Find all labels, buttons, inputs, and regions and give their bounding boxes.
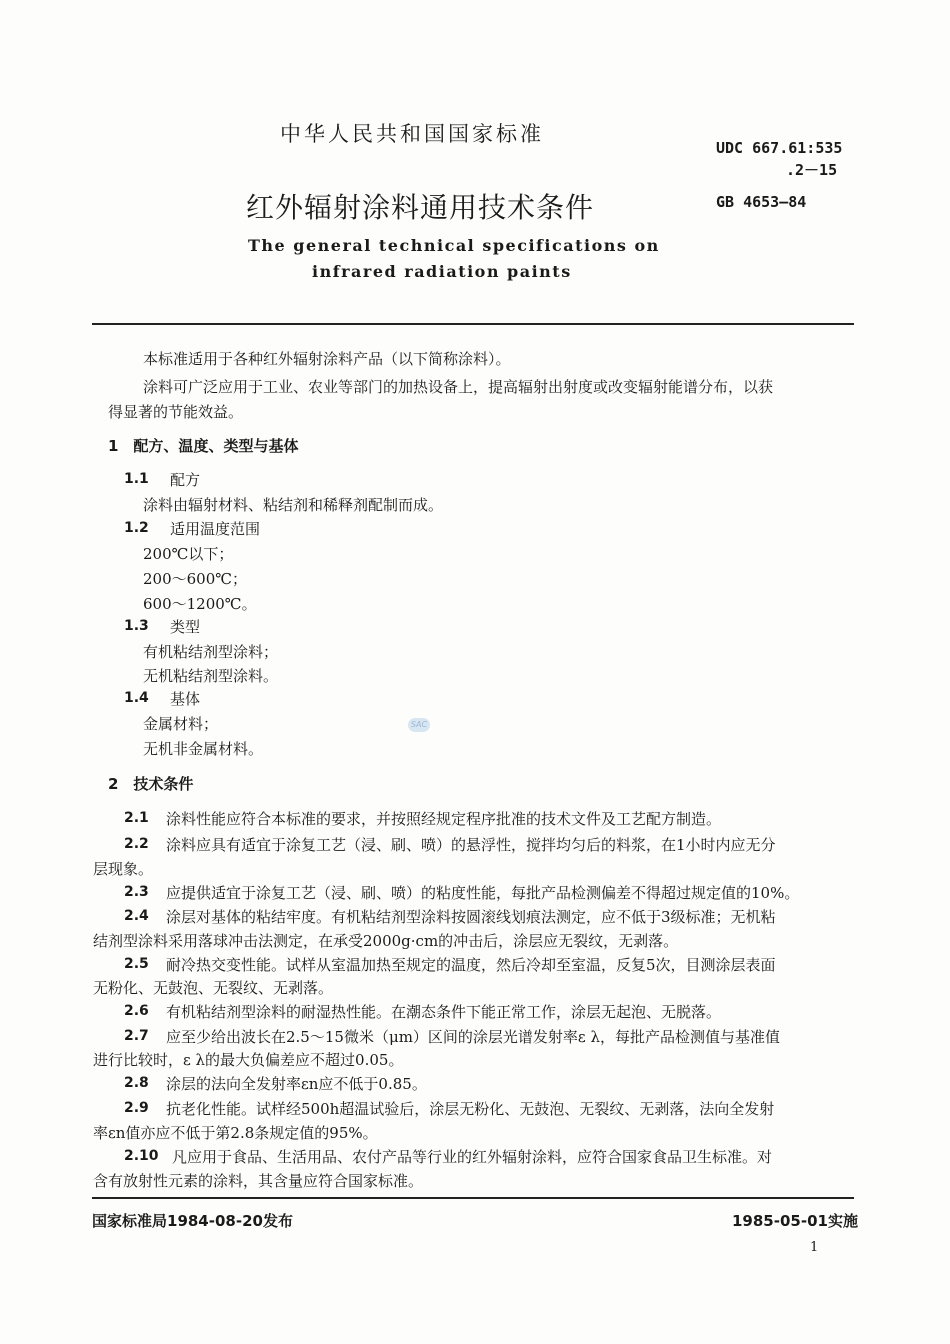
document-title-en-line2: infrared radiation paints [312, 262, 572, 281]
clause-2-8-line: 涂层的法向全发射率εn应不低于0.85。 [166, 1075, 427, 1093]
clause-2-7-number: 2.7 [124, 1028, 149, 1044]
temperature-range-item: 200～600℃； [143, 570, 248, 588]
udc-code-line2: .2－15 [786, 161, 838, 179]
clause-1-2-title: 适用温度范围 [170, 520, 261, 538]
clause-2-1-number: 2.1 [124, 810, 149, 826]
clause-2-4-number: 2.4 [124, 908, 149, 924]
footer-divider [92, 1197, 854, 1199]
effective-date: 1985-05-01实施 [732, 1212, 858, 1230]
clause-2-7-line: 应至少给出波长在2.5～15微米（μm）区间的涂层光谱发射率ε λ，每批产品检测值与基准值 [166, 1028, 780, 1046]
clause-1-1-number: 1.1 [124, 471, 149, 487]
clause-1-2-number: 1.2 [124, 520, 149, 536]
clause-2-9-line: 抗老化性能。试样经500h超温试验后，涂层无粉化、无鼓泡、无裂纹、无剥落，法向全发射 [166, 1100, 775, 1118]
clause-2-2-line: 层现象。 [93, 860, 154, 878]
paint-type-item: 有机粘结剂型涂料； [143, 643, 279, 661]
clause-2-1-line: 涂料性能应符合本标准的要求，并按照经规定程序批准的技术文件及工艺配方制造。 [166, 810, 722, 828]
clause-2-3-number: 2.3 [124, 884, 149, 900]
clause-2-6-number: 2.6 [124, 1003, 149, 1019]
page-number: 1 [810, 1240, 819, 1255]
section-2-heading: 2 技术条件 [108, 775, 194, 793]
standard-name: 中华人民共和国国家标准 [280, 122, 544, 146]
intro-paragraph-2-line-2: 得显著的节能效益。 [108, 403, 244, 421]
intro-paragraph-1: 本标准适用于各种红外辐射涂料产品（以下简称涂料）。 [143, 350, 511, 368]
substrate-item: 金属材料； [143, 715, 219, 733]
clause-2-10-line: 凡应用于食品、生活用品、农付产品等行业的红外辐射涂料，应符合国家食品卫生标准。对 [172, 1148, 773, 1166]
intro-paragraph-2-line-1: 涂料可广泛应用于工业、农业等部门的加热设备上，提高辐射出射度或改变辐射能谱分布，以获 [143, 378, 774, 396]
clause-2-5-line: 耐冷热交变性能。试样从室温加热至规定的温度，然后冷却至室温，反复5次，目测涂层表面 [166, 956, 776, 974]
clause-1-4-number: 1.4 [124, 690, 149, 706]
clause-2-5-line: 无粉化、无鼓泡、无裂纹、无剥落。 [93, 979, 334, 997]
document-title-en-line1: The general technical specifications on [248, 236, 660, 255]
temperature-range-item: 200℃以下； [143, 545, 234, 563]
paint-type-item: 无机粘结剂型涂料。 [143, 667, 279, 685]
clause-2-10-line: 含有放射性元素的涂料，其含量应符合国家标准。 [93, 1172, 424, 1190]
clause-2-4-line: 结剂型涂料采用落球冲击法测定，在承受2000g·cm的冲击后，涂层应无裂纹，无剥落。 [93, 932, 679, 950]
clause-2-5-number: 2.5 [124, 956, 149, 972]
clause-1-4-title: 基体 [170, 690, 201, 708]
temperature-range-item: 600～1200℃。 [143, 595, 257, 613]
clause-1-3-title: 类型 [170, 618, 201, 636]
udc-code-line1: UDC 667.61:535 [716, 139, 843, 157]
gb-number: GB 4653—84 [716, 193, 807, 211]
header-divider [92, 323, 854, 325]
clause-2-3-line: 应提供适宜于涂复工艺（浸、刷、喷）的粘度性能，每批产品检测偏差不得超过规定值的10%。 [166, 884, 800, 902]
section-1-heading: 1 配方、温度、类型与基体 [108, 437, 299, 455]
sac-watermark: SAC [408, 718, 430, 732]
clause-2-8-number: 2.8 [124, 1075, 149, 1091]
clause-2-9-line: 率εn值亦应不低于第2.8条规定值的95%。 [93, 1124, 378, 1142]
clause-2-10-number: 2.10 [124, 1148, 159, 1164]
clause-2-9-number: 2.9 [124, 1100, 149, 1116]
substrate-item: 无机非金属材料。 [143, 740, 264, 758]
clause-2-2-line: 涂料应具有适宜于涂复工艺（浸、刷、喷）的悬浮性，搅拌均匀后的料浆，在1小时内应无分 [166, 836, 776, 854]
clause-1-3-number: 1.3 [124, 618, 149, 634]
clause-1-1-text: 涂料由辐射材料、粘结剂和稀释剂配制而成。 [143, 496, 444, 514]
clause-2-7-line: 进行比较时，ε λ的最大负偏差应不超过0.05。 [93, 1051, 404, 1069]
clause-2-6-line: 有机粘结剂型涂料的耐湿热性能。在潮态条件下能正常工作，涂层无起泡、无脱落。 [166, 1003, 722, 1021]
clause-2-4-line: 涂层对基体的粘结牢度。有机粘结剂型涂料按圆滚线划痕法测定，应不低于3级标准；无机粘 [166, 908, 776, 926]
clause-2-2-number: 2.2 [124, 836, 149, 852]
document-title-cn: 红外辐射涂料通用技术条件 [246, 191, 595, 224]
clause-1-1-title: 配方 [170, 471, 201, 489]
issue-date: 国家标准局1984-08-20发布 [92, 1212, 293, 1230]
